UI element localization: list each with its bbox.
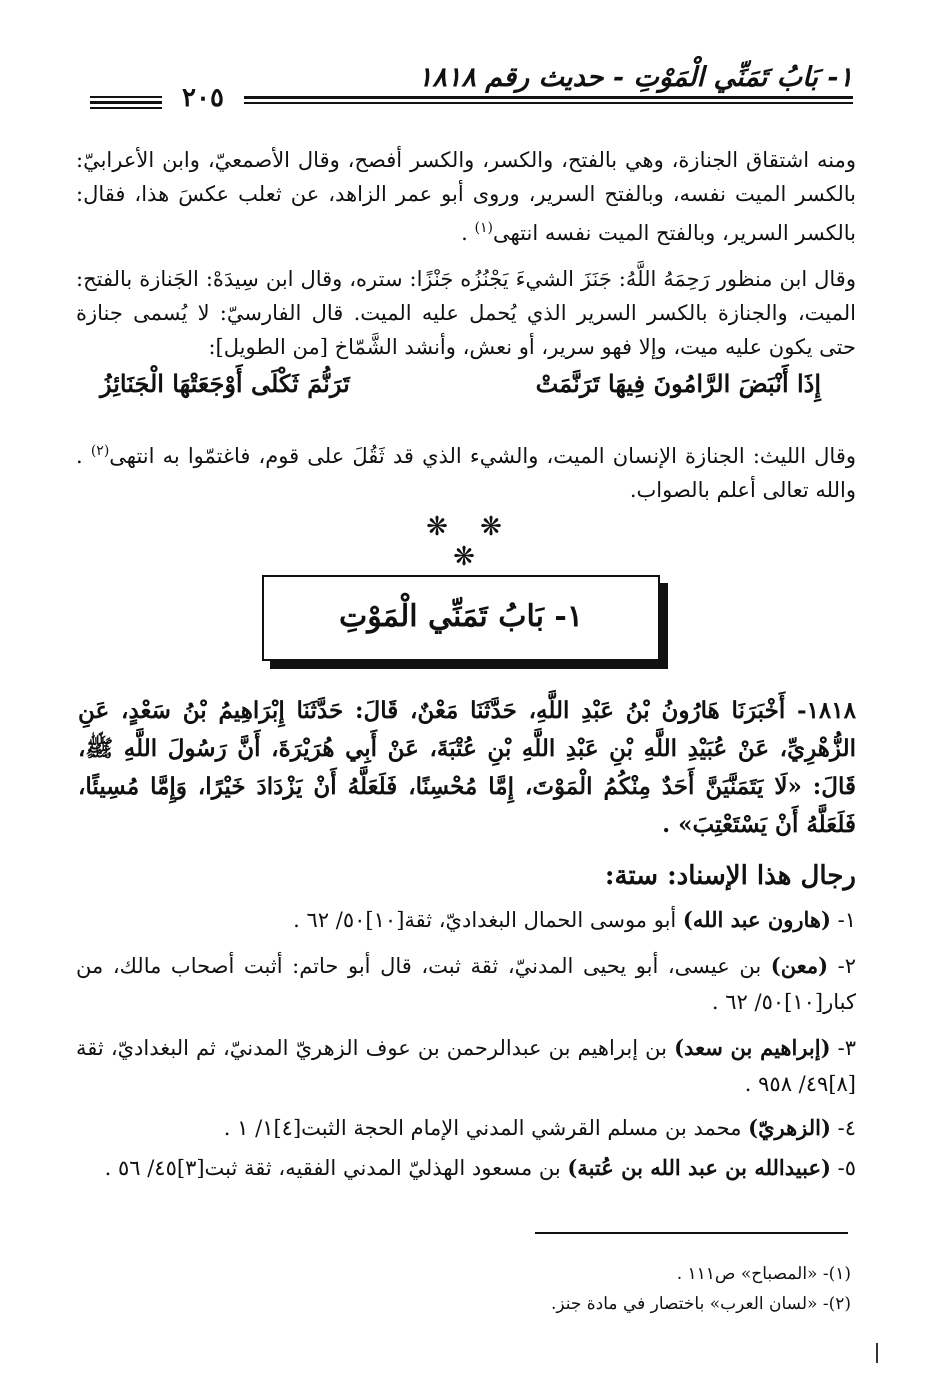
narrator-3-number: ٣- — [830, 1036, 856, 1060]
narrator-item-1 — [76, 902, 856, 938]
page-number: ٢٠٥ — [182, 83, 224, 113]
narrator-4-number: ٤- — [830, 1116, 856, 1140]
rijal-heading: رجال هذا الإسناد: ستة: — [604, 861, 856, 891]
poetry-verse — [100, 364, 821, 404]
footnote-1: (١)- «المصباح» ص١١١ . — [676, 1264, 851, 1284]
intro-paragraph-3-end: . والله تعالى أعلم بالصواب. — [76, 444, 856, 502]
header-rule-left-2 — [90, 101, 162, 104]
narrator-2-name: (معن) — [770, 953, 829, 978]
intro-paragraph-2: وقال ابن منظور رَحِمَهُ اللَّهُ: جَنَزَ الشيءَ يَجْنُزُه جَنْزًا: ستره، وقال ابن سِيدَهْ: الجَنازة بالفتح: الميت، والجنازة بالكسر السرير الذي يُحمل عليه الميت. قال الفارسيّ: لا يُسمى جنازة حتى يكون عليه ميت، وإلا فهو سرير، أو نعش، وأنشد الشَّمّاخ [من الطويل]: — [76, 267, 856, 359]
footnote-separator — [535, 1232, 848, 1234]
narrator-1-details: أبو موسى الحمال البغداديّ، ثقة[١٠]٥٠/ ٦٢ . — [293, 908, 683, 932]
narrator-4-details: محمد بن مسلم القرشي المدني الإمام الحجة الثبت[٤]١/ ١ . — [223, 1116, 749, 1140]
verse-second-hemistich: تَرَنُّمَ ثَكْلَى أَوْجَعَتْهَا الْجَنَائِزُ — [100, 369, 350, 398]
chapter-title-box — [262, 575, 660, 661]
narrator-1-number: ١- — [830, 908, 856, 932]
narrator-1-name: (هارون عبد الله) — [682, 907, 831, 932]
narrator-4-name: (الزهريّ) — [748, 1115, 831, 1140]
narrator-item-5 — [76, 1150, 856, 1186]
header-rule-left-1 — [90, 96, 162, 98]
narrator-5-details: بن مسعود الهذليّ المدني الفقيه، ثقة ثبت[٣]٤٥/ ٥٦ . — [104, 1156, 568, 1180]
narrator-2-details: بن عيسى، أبو يحيى المدنيّ، ثقة ثبت، قال أبو حاتم: أثبت أصحاب مالك، من كبار[١٠]٥٠/ ٦٢ . — [76, 954, 856, 1014]
intro-paragraph-3 — [76, 434, 856, 507]
verse-first-hemistich: إِذَا أَنْبَضَ الرَّامُونَ فِيهَا تَرَنَّمَتْ — [535, 369, 821, 398]
footnote-2: (٢)- «لسان العرب» باختصار في مادة جنز. — [550, 1294, 851, 1314]
intro-paragraph-1-end: . — [461, 221, 468, 245]
narrator-5-name: (عبيدالله بن عبد الله بن عُتبة) — [567, 1155, 831, 1180]
narrator-3-details: بن إبراهيم بن عبدالرحمن بن عوف الزهريّ المدنيّ، ثم البغداديّ، ثقة [٨]٤٩/ ٩٥٨ . — [76, 1036, 856, 1096]
section-separator-stars: ❋ ❋ ❋ — [426, 512, 514, 572]
narrator-5-number: ٥- — [830, 1156, 856, 1180]
intro-paragraph-1-text: ومنه اشتقاق الجنازة، وهي بالفتح، والكسر، والكسر أفصح، وقال الأصمعيّ، وابن الأعرابيّ: بالكسر الميت نفسه، وبالفتح السرير، وروى أبو عمر الزاهد، عن ثعلب عكسَ هذا، فقال: بالكسر السرير، وبالفتح الميت نفسه انتهى — [76, 148, 856, 245]
narrator-item-3 — [76, 1030, 856, 1102]
narrator-3-name: (إبراهيم بن سعد) — [674, 1035, 831, 1060]
header-rule-main-top — [244, 96, 853, 99]
chapter-title: ١- بَابُ تَمَنِّي الْمَوْتِ — [339, 599, 583, 634]
chapter-box-frame — [262, 575, 660, 661]
hadith-text: ١٨١٨- أَخْبَرَنَا هَارُونُ بْنُ عَبْدِ اللَّهِ، حَدَّثَنَا مَعْنٌ، قَالَ: حَدَّثَنَا إِبْرَاهِيمُ بْنُ سَعْدٍ، عَنِ الزُّهْرِيِّ، عَنْ عُبَيْدِ اللَّهِ بْنِ عَبْدِ اللَّهِ بْنِ عُتْبَةَ، عَنْ أَبِي هُرَيْرَةَ، أَنَّ رَسُولَ اللَّهِ ﷺ، قَالَ: «لَا يَتَمَنَّيَنَّ أَحَدٌ مِنْكُمُ الْمَوْتَ، إِمَّا مُحْسِنًا، فَلَعَلَّهُ أَنْ يَزْدَادَ خَيْرًا، وَإِمَّا مُسِيئًا، فَلَعَلَّهُ أَنْ يَسْتَعْتِبَ» . — [78, 697, 856, 838]
running-header-title: ١- بَابُ تَمَنِّي الْمَوْتِ - حديث رقم ١٨١٨ — [417, 62, 853, 93]
narrator-item-4 — [76, 1110, 856, 1146]
margin-mark — [876, 1343, 878, 1363]
header-rule-left-3 — [90, 107, 162, 109]
intro-paragraph-3-text: وقال الليث: الجنازة الإنسان الميت، والشيء الذي قد ثَقُلَ على قوم، فاغتمّوا به انتهى — [109, 444, 856, 468]
narrator-2-number: ٢- — [828, 954, 856, 978]
footnote-ref-2: (٢) — [90, 443, 110, 459]
footnote-ref-1: (١) — [474, 220, 493, 236]
narrator-item-2 — [76, 948, 856, 1020]
intro-paragraph-1 — [76, 143, 856, 250]
header-rule-main-bottom — [244, 102, 853, 104]
